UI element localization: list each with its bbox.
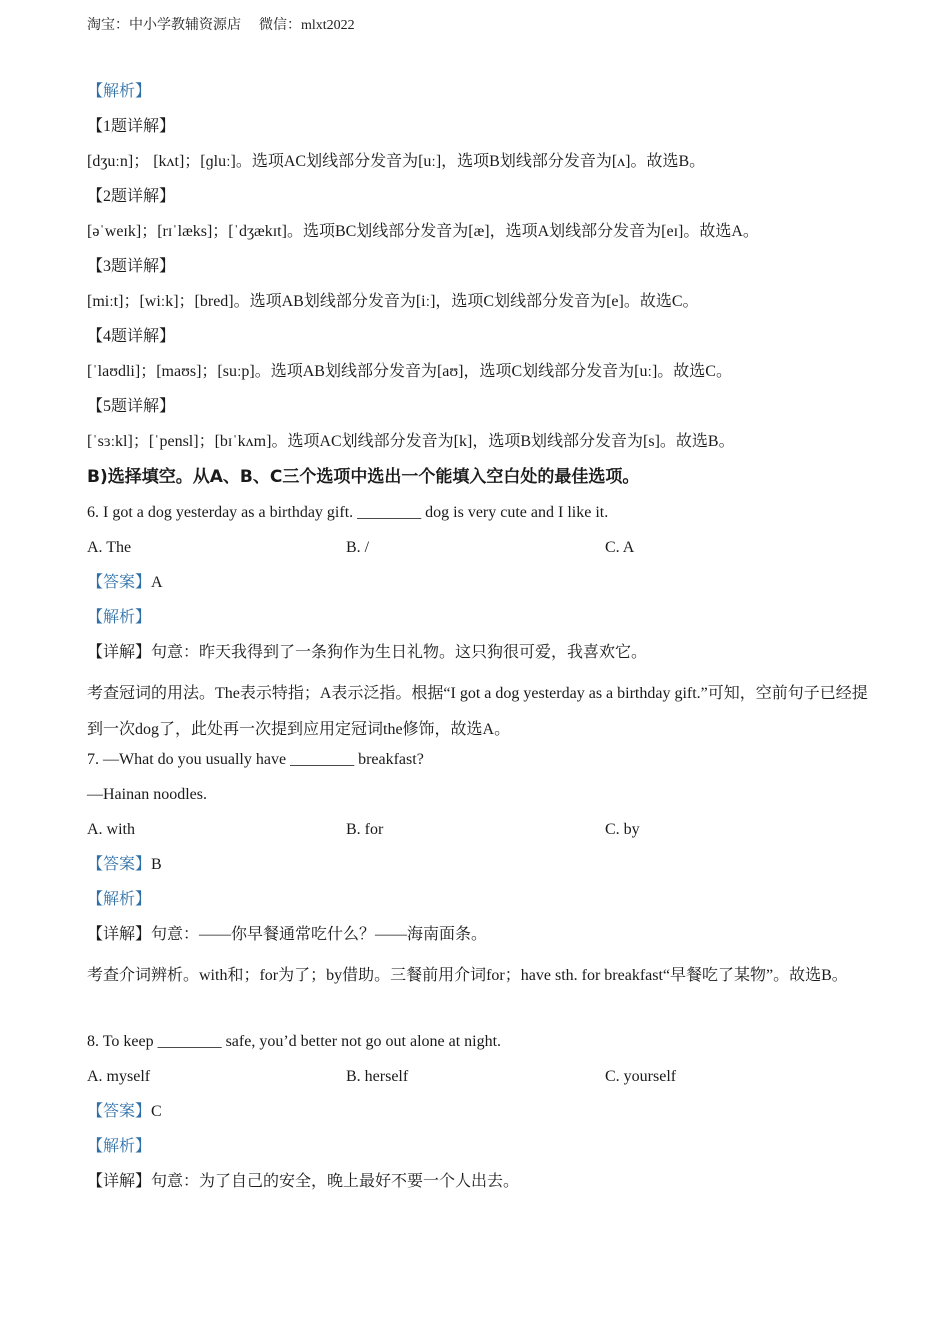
q2-detail-text: [əˈweɪk]；[rɪˈlæks]；[ˈdʒækɪt]。选项BC划线部分发音为[æ]，选项A划线部分发音为[eɪ]。故选A。	[87, 223, 759, 240]
q8-answer-value: C	[151, 1103, 162, 1120]
q7-answer-label: 【答案】	[87, 856, 152, 873]
q6-option-a: A. The	[87, 539, 132, 556]
q6-option-c: C. A	[605, 539, 635, 556]
q7-option-a: A. with	[87, 821, 135, 838]
q4-detail-title: 【4题详解】	[87, 328, 176, 345]
q3-detail-title: 【3题详解】	[87, 258, 176, 275]
q8-answer	[87, 1100, 877, 1135]
section-b-heading: B)选择填空。从A、B、C三个选项中选出一个能填入空白处的最佳选项。	[87, 467, 640, 487]
shop-name: 淘宝：中小学教辅资源店	[87, 18, 241, 33]
q5-detail-text: [ˈsɜːkl]；[ˈpensl]；[bɪˈkʌm]。选项AC划线部分发音为[k]，选项B划线部分发音为[s]。故选B。	[87, 433, 735, 450]
q7-options	[87, 818, 877, 853]
wechat-id: 微信：mlxt2022	[259, 18, 355, 33]
q7-answer	[87, 853, 877, 888]
q1-detail-text: [dʒuːn]； [kʌt]；[ɡluː]。选项AC划线部分发音为[uː]，选项B划线部分发音为[ʌ]。故选B。	[87, 153, 706, 170]
q5-detail-title: 【5题详解】	[87, 398, 176, 415]
q8-question: 8. To keep ________ safe, you’d better not go out alone at night.	[87, 1033, 502, 1050]
q1-detail-title: 【1题详解】	[87, 118, 176, 135]
q7-option-c: C. by	[605, 821, 640, 838]
q6-option-b: B. /	[346, 539, 370, 556]
q8-option-b: B. herself	[346, 1068, 409, 1085]
page-header	[87, 14, 355, 34]
q7-option-b: B. for	[346, 821, 384, 838]
q7-reply: —Hainan noodles.	[87, 786, 207, 803]
q7-explanation: 考查介词辨析。with和；for为了；by借助。三餐前用介词for；have sth. for breakfast“早餐吃了某物”。故选B。	[87, 967, 848, 984]
q6-question: 6. I got a dog yesterday as a birthday gift. ________ dog is very cute and I like it.	[87, 504, 609, 521]
q6-detail: 【详解】句意：昨天我得到了一条狗作为生日礼物。这只狗很可爱，我喜欢它。	[87, 644, 648, 661]
q6-options	[87, 536, 877, 571]
q8-options	[87, 1065, 877, 1100]
q7-detail: 【详解】句意：——你早餐通常吃什么？——海南面条。	[87, 926, 488, 943]
q8-option-a: A. myself	[87, 1068, 151, 1085]
q8-detail: 【详解】句意：为了自己的安全，晚上最好不要一个人出去。	[87, 1173, 520, 1190]
q7-analysis-label: 【解析】	[87, 891, 152, 908]
q8-answer-label: 【答案】	[87, 1103, 152, 1120]
q8-analysis-label: 【解析】	[87, 1138, 152, 1155]
q6-answer-label: 【答案】	[87, 574, 152, 591]
q4-detail-text: [ˈlaʊdli]；[maʊs]；[suːp]。选项AB划线部分发音为[aʊ]，选项C划线部分发音为[uː]。故选C。	[87, 363, 732, 380]
q7-answer-value: B	[151, 856, 162, 873]
q6-answer	[87, 571, 877, 606]
q6-answer-value: A	[151, 574, 163, 591]
q3-detail-text: [miːt]；[wiːk]；[bred]。选项AB划线部分发音为[iː]，选项C划线部分发音为[e]。故选C。	[87, 293, 699, 310]
q7-question: 7. —What do you usually have ________ breakfast?	[87, 751, 424, 768]
analysis-label: 【解析】	[87, 83, 152, 100]
q2-detail-title: 【2题详解】	[87, 188, 176, 205]
q6-explanation: 考查冠词的用法。The表示特指；A表示泛指。根据“I got a dog yesterday as a birthday gift.”可知，空前句子已经提到一次dog了，此处再一次提到应用定冠词the修饰，故选A。	[87, 685, 868, 738]
q6-analysis-label: 【解析】	[87, 609, 152, 626]
document-body	[87, 80, 877, 1205]
q8-option-c: C. yourself	[605, 1068, 677, 1085]
